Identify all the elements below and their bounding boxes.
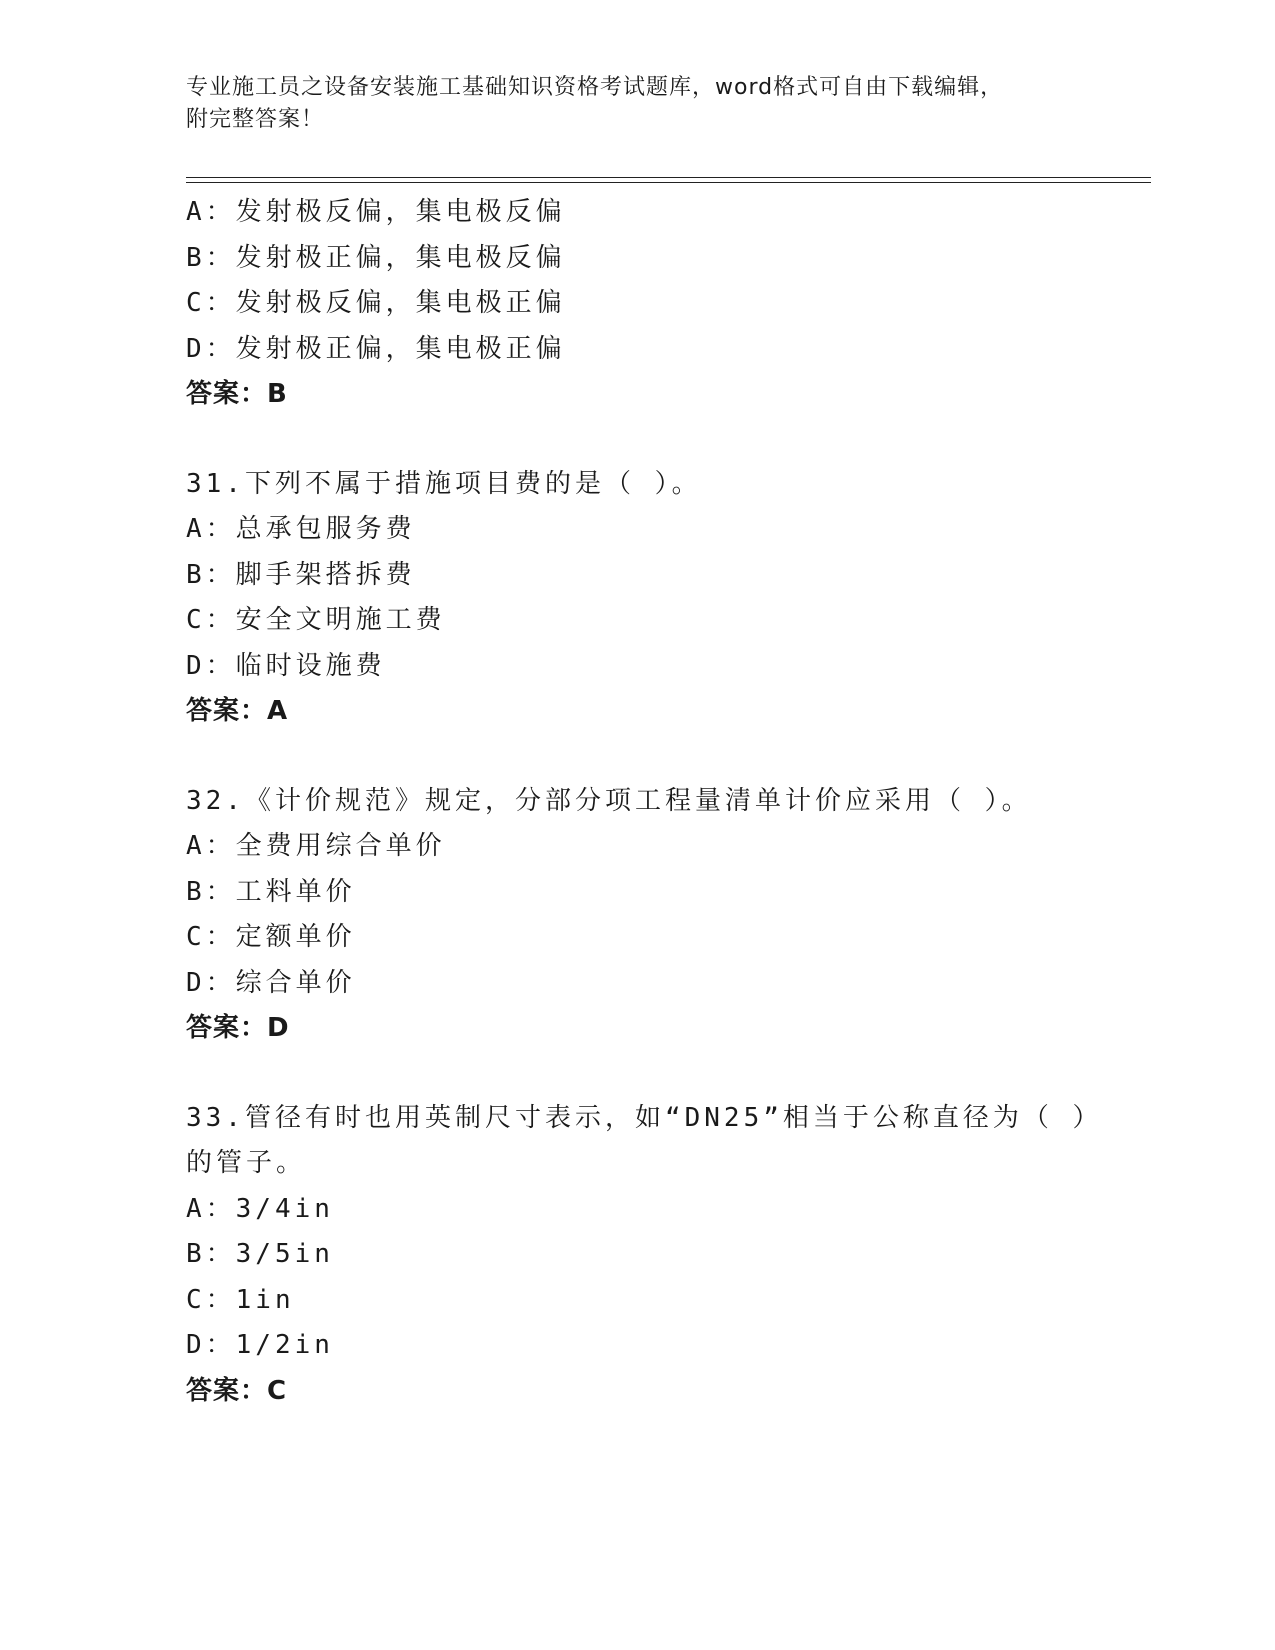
option-b: B：工料单价 [186,876,356,907]
option-c: C：1in [186,1284,295,1315]
header-rule-top [186,177,1151,178]
option-c: C：发射极反偏，集电极正偏 [186,288,566,318]
option-d: D：发射极正偏，集电极正偏 [186,333,566,364]
header-line-2: 附完整答案！ [186,107,325,132]
option-b: B：3/5in [186,1239,334,1269]
answer: 答案：B [186,379,288,409]
document-header [186,72,1066,136]
option-a: A：发射极反偏，集电极反偏 [186,197,566,227]
question-fragment [186,190,1146,418]
answer: 答案：A [186,696,289,726]
option-a: A：总承包服务费 [186,514,416,544]
option-b: B：发射极正偏，集电极反偏 [186,242,566,273]
option-a: A：3/4in [186,1193,334,1224]
header-line-1: 专业施工员之设备安装施工基础知识资格考试题库，word格式可自由下载编辑， [186,75,1004,100]
question-text: 31.下列不属于措施项目费的是（ ）。 [186,468,702,499]
question-list [186,190,1146,1414]
option-d: D：1/2in [186,1330,334,1360]
option-b: B：脚手架搭拆费 [186,559,416,590]
question-text: 33.管径有时也用英制尺寸表示，如“DN25”相当于公称直径为（ ） [186,1102,1103,1133]
question-33 [186,1096,1146,1415]
question-31 [186,462,1146,735]
question-32 [186,779,1146,1052]
answer: 答案：C [186,1375,288,1406]
question-text-continued: 的管子。 [186,1148,307,1178]
question-text: 32.《计价规范》规定，分部分项工程量清单计价应采用（ ）。 [186,785,1032,816]
option-d: D：综合单价 [186,967,356,998]
answer: 答案：D [186,1013,290,1043]
option-c: C：定额单价 [186,922,356,952]
option-a: A：全费用综合单价 [186,831,446,861]
option-d: D：临时设施费 [186,650,386,681]
option-c: C：安全文明施工费 [186,605,446,635]
header-rule-bottom [186,182,1151,183]
